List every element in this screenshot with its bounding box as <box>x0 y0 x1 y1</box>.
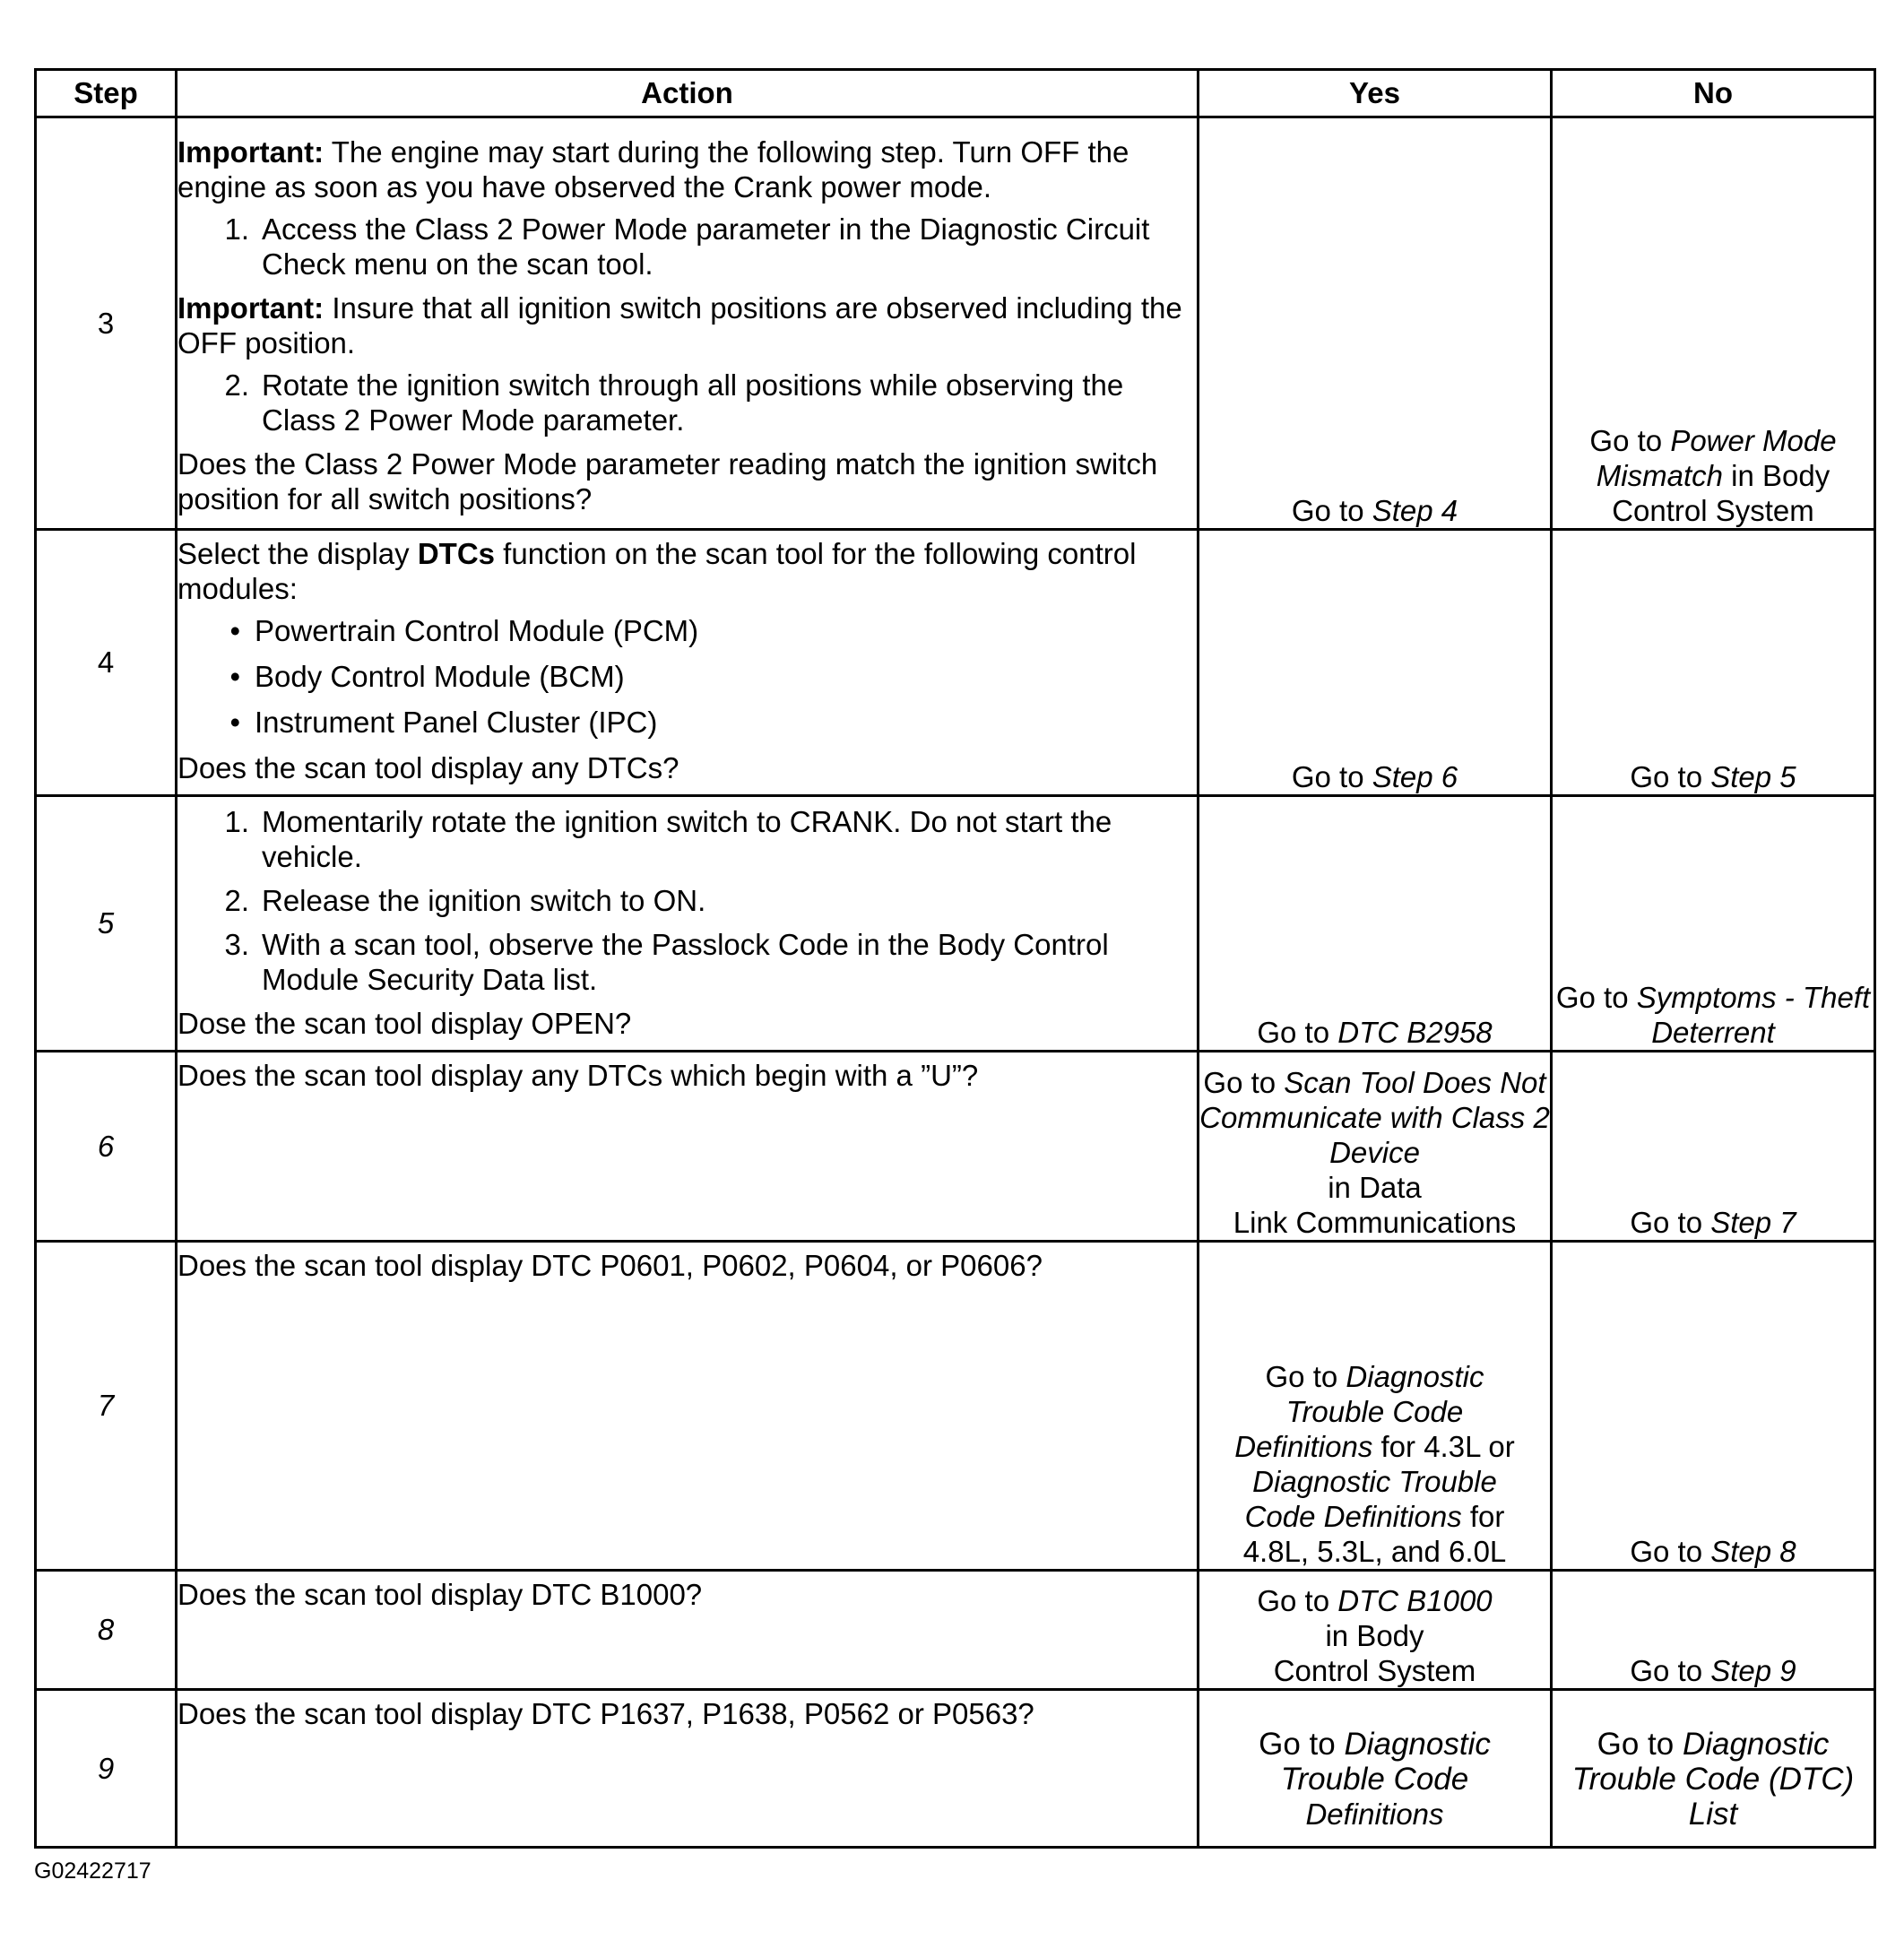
important-note: Important: Insure that all ignition switch positions are observed including the OFF position. <box>177 291 1182 359</box>
yes-link-2[interactable]: Diagnostic Trouble Code Definitions <box>1244 1465 1497 1533</box>
action-intro: Select the display DTCs function on the scan tool for the following control modules: <box>177 537 1137 605</box>
action-cell <box>177 530 1199 796</box>
yes-cell: Go to Step 4 <box>1199 117 1552 530</box>
table-header-row <box>36 70 1875 117</box>
table-row-step-3 <box>36 117 1875 530</box>
yes-cell: Go to Diagnostic Trouble Code Definitions for 4.3L or Diagnostic Trouble Code Definitions for 4.8L, 5.3L, and 6.0L <box>1199 1242 1552 1571</box>
no-cell: Go to Symptoms - Theft Deterrent <box>1552 796 1875 1052</box>
bullet-item: • Instrument Panel Cluster (IPC) <box>177 705 1197 740</box>
diagnostic-table <box>34 68 1876 1849</box>
yes-link[interactable]: DTC B1000 <box>1337 1584 1493 1617</box>
step-number: 7 <box>36 1242 177 1571</box>
figure-id-caption: G02422717 <box>34 1858 151 1884</box>
table-row-step-7 <box>36 1242 1875 1571</box>
table-row-step-8 <box>36 1571 1875 1690</box>
action-cell <box>177 117 1199 530</box>
action-question: Does the scan tool display DTC B1000? <box>177 1578 703 1611</box>
bullet-item: • Body Control Module (BCM) <box>177 659 1197 694</box>
header-no: No <box>1552 70 1875 117</box>
action-cell <box>177 1052 1199 1242</box>
table-row-step-6 <box>36 1052 1875 1242</box>
step-number: 6 <box>36 1052 177 1242</box>
no-link[interactable]: Symptoms - Theft Deterrent <box>1636 981 1871 1049</box>
numbered-item: 1. Access the Class 2 Power Mode parameter in the Diagnostic Circuit Check menu on the scan tool. <box>224 212 1150 281</box>
yes-link[interactable]: Step 4 <box>1372 494 1458 527</box>
yes-cell: Go to DTC B2958 <box>1199 796 1552 1052</box>
header-action: Action <box>177 70 1199 117</box>
numbered-item: 1. Momentarily rotate the ignition switch to CRANK. Do not start the vehicle. <box>224 805 1112 873</box>
action-question: Does the scan tool display DTC P1637, P1638, P0562 or P0563? <box>177 1697 1034 1730</box>
action-cell <box>177 1571 1199 1690</box>
important-label: Important: <box>177 135 325 169</box>
step-number: 5 <box>36 796 177 1052</box>
step-number: 3 <box>36 117 177 530</box>
action-question: Does the scan tool display DTC P0601, P0602, P0604, or P0606? <box>177 1249 1043 1282</box>
action-cell <box>177 1690 1199 1848</box>
header-step: Step <box>36 70 177 117</box>
yes-cell: Go to Diagnostic Trouble Code Definitions <box>1199 1690 1552 1848</box>
no-link[interactable]: Step 5 <box>1710 760 1796 793</box>
table-row-step-5 <box>36 796 1875 1052</box>
no-cell: Go to Step 7 <box>1552 1052 1875 1242</box>
no-cell: Go to Step 9 <box>1552 1571 1875 1690</box>
no-cell: Go to Diagnostic Trouble Code (DTC) List <box>1552 1690 1875 1848</box>
no-link[interactable]: Power Mode Mismatch <box>1596 424 1837 492</box>
bullet-icon: • <box>229 706 240 739</box>
action-cell <box>177 1242 1199 1571</box>
action-question: Dose the scan tool display OPEN? <box>177 1007 632 1040</box>
step-number: 4 <box>36 530 177 796</box>
important-note: Important: The engine may start during the following step. Turn OFF the engine as soon as you have observed the Crank power mode. <box>177 135 1129 204</box>
action-question: Does the scan tool display any DTCs? <box>177 751 679 784</box>
important-label: Important: <box>177 291 325 325</box>
no-cell: Go to Step 8 <box>1552 1242 1875 1571</box>
table-row-step-9 <box>36 1690 1875 1848</box>
action-cell <box>177 796 1199 1052</box>
no-link[interactable]: Step 9 <box>1710 1654 1796 1687</box>
step-number: 8 <box>36 1571 177 1690</box>
action-question: Does the scan tool display any DTCs which begin with a ”U”? <box>177 1059 979 1092</box>
bullet-icon: • <box>229 660 240 693</box>
no-link[interactable]: Step 8 <box>1710 1535 1796 1568</box>
yes-cell: Go to DTC B1000 in Body Control System <box>1199 1571 1552 1690</box>
action-question: Does the Class 2 Power Mode parameter reading match the ignition switch position for all switch positions? <box>177 447 1158 515</box>
step-number: 9 <box>36 1690 177 1848</box>
yes-cell: Go to Step 6 <box>1199 530 1552 796</box>
header-yes: Yes <box>1199 70 1552 117</box>
bullet-item: • Powertrain Control Module (PCM) <box>177 613 1197 648</box>
numbered-item: 2. Rotate the ignition switch through all positions while observing the Class 2 Power Mode parameter. <box>224 368 1124 437</box>
numbered-item: 2. Release the ignition switch to ON. <box>224 884 706 917</box>
bullet-icon: • <box>229 614 240 647</box>
yes-link[interactable]: DTC B2958 <box>1337 1016 1493 1049</box>
no-cell: Go to Step 5 <box>1552 530 1875 796</box>
numbered-item: 3. With a scan tool, observe the Passlock Code in the Body Control Module Security Data list. <box>224 928 1109 996</box>
no-link[interactable]: Diagnostic Trouble Code (DTC) List <box>1571 1727 1855 1832</box>
yes-cell: Go to Scan Tool Does Not Communicate with Class 2 Device in Data Link Communications <box>1199 1052 1552 1242</box>
yes-link[interactable]: Step 6 <box>1372 760 1458 793</box>
yes-link[interactable]: Diagnostic Trouble Code <box>1280 1727 1491 1797</box>
yes-link[interactable]: Scan Tool Does Not Communicate with Class 2 Device <box>1199 1066 1550 1169</box>
no-link[interactable]: Step 7 <box>1710 1206 1796 1239</box>
yes-link[interactable]: Diagnostic Trouble Code Definitions <box>1234 1360 1484 1463</box>
table-row-step-4 <box>36 530 1875 796</box>
no-cell: Go to Power Mode Mismatch in Body Control System <box>1552 117 1875 530</box>
